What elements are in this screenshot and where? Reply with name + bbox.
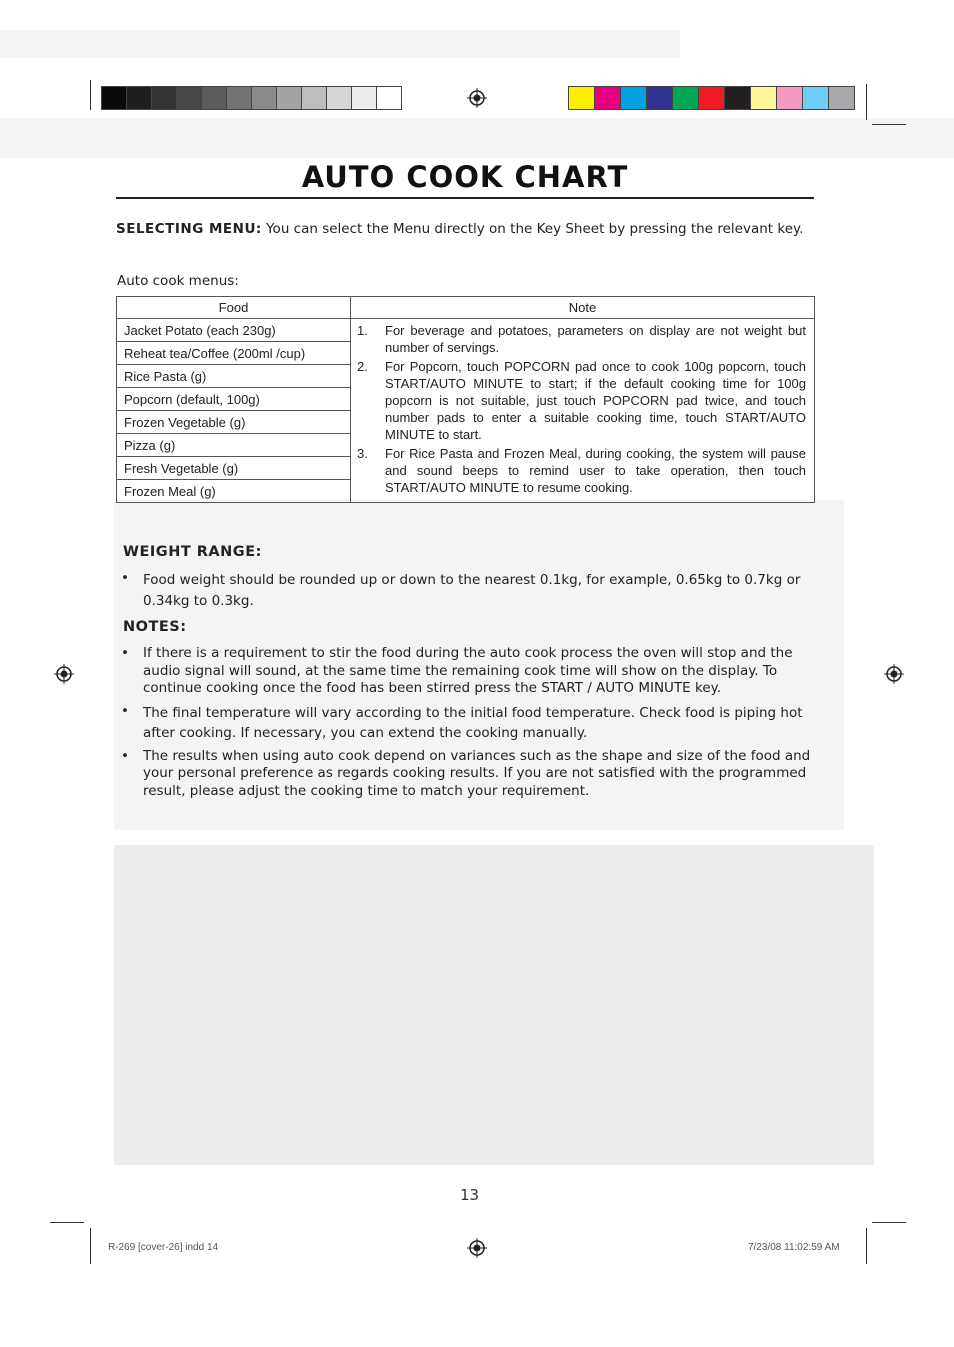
color-swatch <box>646 86 673 110</box>
color-swatch <box>351 86 377 110</box>
note-paragraph: If there is a requirement to stir the food during the auto cook process the oven will stop and the audio signal will sound, at the same time the remaining cook time will show on the display. To continue cooking once the food has been stirred press the START / AUTO MINUTE key. <box>143 645 793 696</box>
crop-mark <box>866 1228 867 1264</box>
food-cell: Jacket Potato (each 230g) <box>117 319 351 342</box>
title-underline <box>116 197 814 199</box>
note-number: 1. <box>357 323 368 338</box>
registration-mark-icon <box>884 664 904 684</box>
scan-ghost-band <box>0 118 954 158</box>
note-text: For Popcorn, touch POPCORN pad once to cook 100g popcorn, touch START/AUTO MINUTE to start; if the default cooking time for 100g popcorn is not suitable, just touch POPCORN pad twice, and touch number pads to enter a suitable cooking time, touch START/AUTO MINUTE to start. <box>385 359 806 442</box>
color-swatch <box>376 86 402 110</box>
color-swatch <box>750 86 777 110</box>
scan-ghost-lower <box>114 845 874 1165</box>
crop-mark <box>50 1222 84 1223</box>
food-cell: Frozen Meal (g) <box>117 480 351 503</box>
color-swatch <box>698 86 725 110</box>
color-swatch <box>101 86 127 110</box>
color-swatch <box>226 86 252 110</box>
note-number: 3. <box>357 446 368 461</box>
registration-mark-icon <box>467 1238 487 1258</box>
food-column-header: Food <box>117 297 351 319</box>
registration-mark-icon <box>467 88 487 108</box>
note-paragraph: The results when using auto cook depend on variances such as the shape and size of the food and your personal preference as regards cooking results. If you are not satisfied with the programmed result, please adjust the cooking time to match your requirement. <box>143 747 811 799</box>
food-cell: Frozen Vegetable (g) <box>117 411 351 434</box>
list-item <box>121 645 811 698</box>
color-swatch <box>176 86 202 110</box>
food-cell: Popcorn (default, 100g) <box>117 388 351 411</box>
weight-range-text: Food weight should be rounded up or down to the nearest 0.1kg, for example, 0.65kg to 0.7kg or 0.34kg to 0.3kg. <box>143 572 801 609</box>
notes-heading: NOTES: <box>123 619 187 635</box>
weight-range-heading: WEIGHT RANGE: <box>123 544 262 560</box>
color-swatch <box>201 86 227 110</box>
note-item <box>357 358 806 443</box>
crop-mark <box>872 124 906 125</box>
food-cell: Fresh Vegetable (g) <box>117 457 351 480</box>
color-swatch <box>301 86 327 110</box>
crop-mark <box>872 1222 906 1223</box>
food-cell: Reheat tea/Coffee (200ml /cup) <box>117 342 351 365</box>
note-item <box>357 445 806 496</box>
color-swatch <box>151 86 177 110</box>
crop-mark <box>90 80 91 110</box>
color-swatch <box>620 86 647 110</box>
selecting-menu-text: You can select the Menu directly on the Key Sheet by pressing the relevant key. <box>261 221 804 237</box>
food-cell: Pizza (g) <box>117 434 351 457</box>
color-swatch <box>802 86 829 110</box>
color-bar <box>568 86 854 110</box>
color-swatch <box>776 86 803 110</box>
auto-cook-menus-label: Auto cook menus: <box>117 273 239 289</box>
bullet-icon: • <box>121 747 129 764</box>
color-swatch <box>724 86 751 110</box>
grayscale-bar <box>101 86 401 110</box>
color-swatch <box>326 86 352 110</box>
color-swatch <box>672 86 699 110</box>
color-swatch <box>276 86 302 110</box>
note-cell <box>351 319 815 503</box>
crop-mark <box>90 1228 91 1264</box>
footer-file-info: R-269 [cover-26] indd 14 <box>108 1242 219 1253</box>
selecting-menu-label: SELECTING MENU: <box>116 221 262 237</box>
page-title: AUTO COOK CHART <box>301 160 629 194</box>
list-item <box>121 748 811 801</box>
page-number: 13 <box>460 1186 480 1204</box>
note-column-header: Note <box>351 297 815 319</box>
crop-mark <box>866 84 867 120</box>
scan-ghost-top <box>0 30 680 58</box>
list-item <box>121 570 811 612</box>
weight-range-list <box>121 570 811 617</box>
color-swatch <box>594 86 621 110</box>
note-item <box>357 322 806 356</box>
color-swatch <box>126 86 152 110</box>
food-cell: Rice Pasta (g) <box>117 365 351 388</box>
bullet-icon: • <box>121 702 129 719</box>
notes-list <box>121 645 811 805</box>
color-swatch <box>251 86 277 110</box>
selecting-menu-paragraph <box>116 218 816 240</box>
color-swatch <box>828 86 855 110</box>
footer-timestamp: 7/23/08 11:02:59 AM <box>748 1242 840 1253</box>
registration-mark-icon <box>54 664 74 684</box>
note-text: For beverage and potatoes, parameters on display are not weight but number of servings. <box>385 323 806 355</box>
color-swatch <box>568 86 595 110</box>
note-text: For Rice Pasta and Frozen Meal, during cooking, the system will pause and sound beeps to remind user to take operation, then touch START/AUTO MINUTE to resume cooking. <box>385 446 806 495</box>
auto-cook-table <box>116 296 815 503</box>
bullet-icon: • <box>121 645 129 661</box>
note-number: 2. <box>357 359 368 374</box>
list-item <box>121 703 811 743</box>
bullet-icon: • <box>121 570 129 586</box>
note-paragraph: The final temperature will vary according to the initial food temperature. Check food is piping hot after cooking. If necessary, you can extend the cooking manually. <box>143 704 803 741</box>
note-list <box>357 322 806 496</box>
